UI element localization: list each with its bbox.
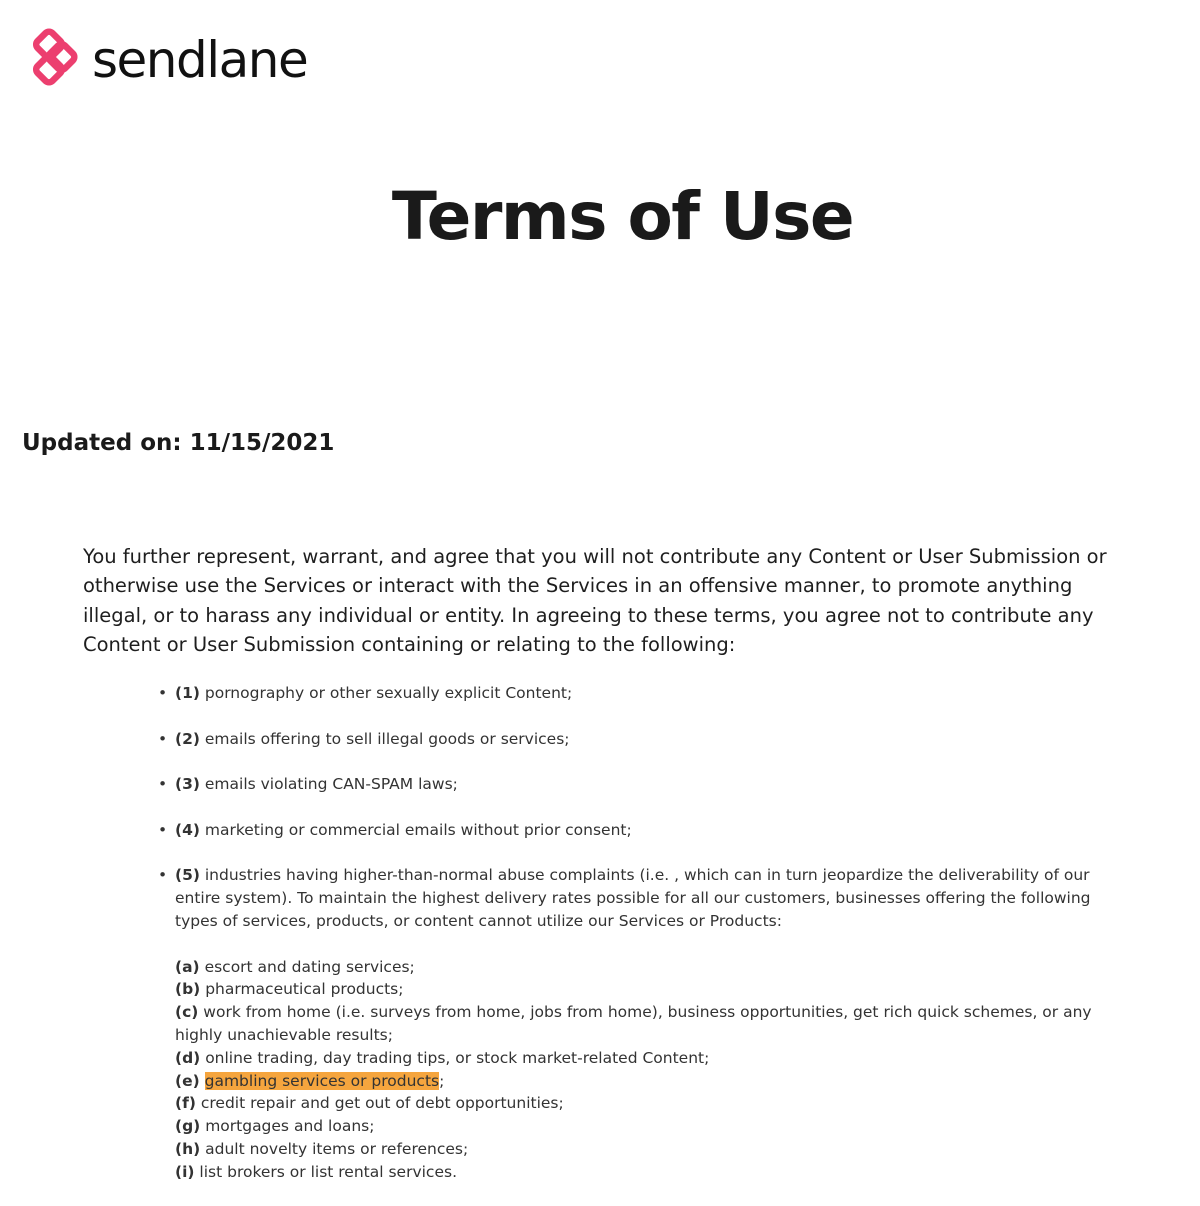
list-item (158, 773, 1108, 796)
sub-item-text: adult novelty items or references; (200, 1139, 469, 1158)
sub-item-text: mortgages and loans; (200, 1117, 375, 1136)
sub-item-punctuation: ; (439, 1071, 445, 1090)
sub-item-text: online trading, day trading tips, or stock market-related Content; (200, 1048, 710, 1067)
sub-item-text: work from home (i.e. surveys from home, jobs from home), business opportunities, get rich quick schemes, or any highly unachievable results; (175, 1003, 1092, 1044)
prohibited-content-list (158, 682, 1108, 1206)
sub-item (175, 956, 1108, 979)
sub-item (175, 1070, 1108, 1093)
sub-item-letter: (i) (175, 1162, 195, 1181)
sub-item-text: credit repair and get out of debt opportunities; (195, 1094, 564, 1113)
sendlane-wordmark: sendlane (92, 31, 308, 89)
sub-item-letter: (e) (175, 1071, 200, 1090)
highlighted-text: gambling services or products (204, 1071, 440, 1090)
restricted-industries-list (175, 956, 1108, 1184)
item-text: industries having higher-than-normal abuse complaints (i.e. , which can in turn jeopardize the deliverability of our entire system). To maintain the highest delivery rates possible for all our customers, businesses offering the following types of services, products, or content cannot utilize our Services or Products: (175, 866, 1091, 930)
sub-item (175, 1161, 1108, 1184)
item-text: emails offering to sell illegal goods or services; (199, 729, 570, 748)
sub-item (175, 1047, 1108, 1070)
sub-item-letter: (g) (175, 1117, 201, 1136)
sub-item-text: list brokers or list rental services. (194, 1162, 457, 1181)
item-text: marketing or commercial emails without prior consent; (199, 820, 632, 839)
page-title: Terms of Use (391, 178, 854, 255)
sub-item (175, 1092, 1108, 1115)
sub-item-text (200, 1072, 205, 1090)
sub-item (175, 1138, 1108, 1161)
sub-item-letter: (h) (175, 1139, 201, 1158)
sendlane-logo-icon (32, 28, 82, 92)
sub-item (175, 978, 1108, 1001)
item-number: (1) (175, 684, 200, 702)
sub-item-text: pharmaceutical products; (200, 980, 404, 999)
intro-paragraph: You further represent, warrant, and agree that you will not contribute any Content or User Submission or otherwise use the Services or interact with the Services in an offensive manner, to promote anything illegal, or to harass any individual or entity. In agreeing to these terms, you agree not to contribute any Content or User Submission containing or relating to the following: (83, 545, 1107, 656)
list-item (158, 819, 1108, 842)
sub-item (175, 1001, 1108, 1047)
sub-item-letter: (c) (175, 1003, 199, 1022)
item-text: pornography or other sexually explicit Content; (199, 684, 573, 702)
item-number: (2) (175, 729, 200, 748)
sendlane-logo[interactable] (32, 28, 307, 92)
list-item (158, 864, 1108, 1183)
sub-item-letter: (b) (175, 980, 201, 999)
sub-item-letter: (f) (175, 1094, 196, 1113)
list-item (158, 682, 1108, 705)
item-text: emails violating CAN-SPAM laws; (199, 775, 458, 794)
updated-date: Updated on: 11/15/2021 (22, 430, 335, 456)
sub-item-letter: (a) (175, 957, 200, 976)
item-number: (3) (175, 775, 200, 794)
item-number: (4) (175, 820, 200, 839)
list-item (158, 728, 1108, 751)
item-number: (5) (175, 866, 200, 885)
sub-item (175, 1115, 1108, 1138)
sub-item-letter: (d) (175, 1048, 201, 1067)
sub-item-text: escort and dating services; (199, 957, 415, 976)
